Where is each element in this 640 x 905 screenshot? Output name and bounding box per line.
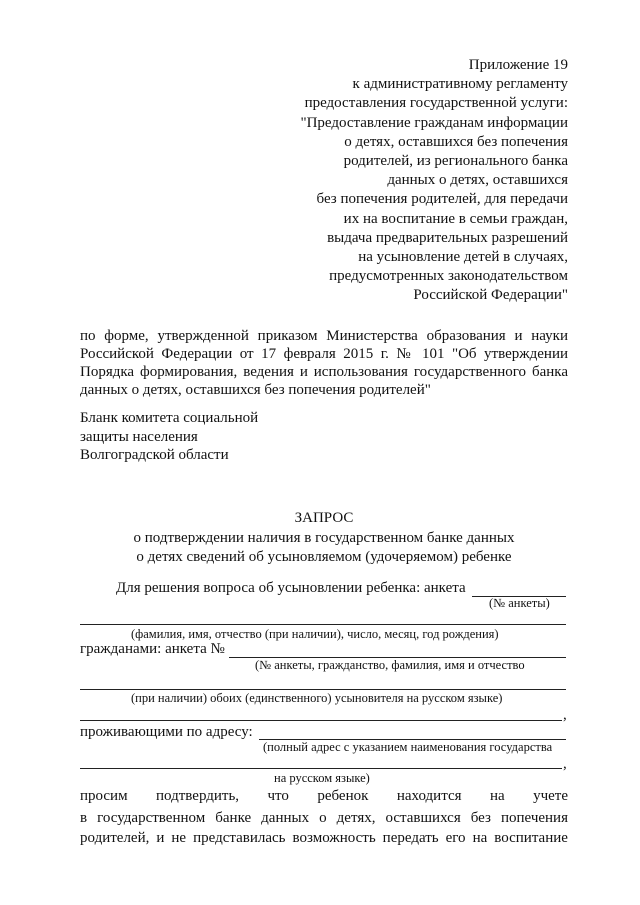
citizens-label: гражданами: анкета № [80, 641, 225, 657]
address-hint: (полный адрес с указанием наименования государства [263, 740, 553, 754]
appendix-line: Приложение 19 [468, 57, 568, 73]
word: на [489, 788, 505, 804]
word: ребенок [317, 788, 369, 804]
child-details-hint: (фамилия, имя, отчество (при наличии), число, месяц, год рождения) [131, 627, 499, 641]
request-subtitle: о подтверждении наличия в государственном банке данных [133, 530, 515, 546]
word: данных [261, 810, 310, 826]
basis-line: данных о детях, оставшихся без попечения родителей" [80, 382, 431, 398]
word: оставшихся [385, 810, 461, 826]
word: просим [80, 788, 128, 804]
appendix-line: на усыновление детей в случаях, [358, 249, 568, 266]
word: и [156, 830, 165, 846]
address-label: проживающими по адресу: [80, 724, 253, 740]
word: о [319, 810, 327, 826]
word: что [267, 788, 289, 804]
word: не [171, 830, 187, 846]
appendix-line: выдача предварительных разрешений [327, 229, 568, 246]
word: представилась [193, 830, 286, 846]
request-paragraph-line [80, 788, 568, 805]
appendix-line: их на воспитание в семьи граждан, [343, 210, 568, 227]
appendix-line: без попечения родителей, для передачи [316, 191, 568, 208]
appendix-line: к административному регламенту [352, 76, 568, 93]
word: его [445, 830, 466, 846]
anketa-hint: (№ анкеты) [489, 596, 550, 610]
word: без [470, 810, 491, 826]
address-field-continued[interactable] [80, 768, 562, 769]
letterhead-line: Бланк комитета социальной [80, 410, 259, 426]
child-details-field[interactable] [80, 624, 566, 625]
word: государственном [97, 810, 206, 826]
word: воспитание [494, 830, 568, 846]
request-paragraph-line [80, 830, 568, 847]
appendix-line: "Предоставление гражданам информации [300, 114, 568, 131]
appendix-line: предусмотренных законодательством [329, 268, 568, 285]
comma: , [563, 707, 567, 723]
word: банке [215, 810, 252, 826]
request-subtitle: о детях сведений об усыновляемом (удочеряемом) ребенке [136, 549, 512, 565]
word: в [80, 810, 88, 826]
citizens-field-continued[interactable] [80, 689, 566, 690]
word: подтвердить, [156, 788, 240, 804]
letterhead-line: защиты населения [80, 428, 198, 445]
word: возможность [292, 830, 376, 846]
word: родителей, [80, 830, 150, 846]
basis-paragraph [80, 327, 568, 399]
request-paragraph-line [80, 810, 568, 827]
letterhead-block [80, 409, 258, 465]
letterhead-line: Волгоградской области [80, 447, 229, 463]
appendix-block [238, 56, 568, 306]
word: на [472, 830, 488, 846]
comma: , [563, 756, 567, 772]
word: передать [382, 830, 439, 846]
word: учете [533, 788, 568, 804]
appendix-line: предоставления государственной услуги: [304, 95, 568, 112]
basis-line: Порядка формирования, ведения и использования государственного банка [80, 364, 568, 380]
address-hint-continued: на русском языке) [274, 771, 370, 785]
citizens-field-extra[interactable] [80, 720, 562, 721]
appendix-line: данных о детях, оставшихся [387, 172, 568, 189]
basis-line: Российской Федерации от 17 февраля 2015 г. № 101 "Об утверждении [80, 346, 568, 362]
basis-line: по форме, утвержденной приказом Министерства образования и науки [80, 328, 568, 344]
word: находится [396, 788, 462, 804]
request-title: ЗАПРОС [294, 510, 354, 526]
appendix-line: родителей, из регионального банка [343, 153, 568, 170]
word: детях, [336, 810, 376, 826]
appendix-line: о детях, оставшихся без попечения [344, 133, 568, 150]
citizens-hint: (№ анкеты, гражданство, фамилия, имя и отчество [255, 658, 525, 672]
appendix-line: Российской Федерации" [413, 287, 568, 304]
word: попечения [500, 810, 568, 826]
citizens-hint-continued: (при наличии) обоих (единственного) усыновителя на русском языке) [131, 691, 503, 705]
adoption-line-label: Для решения вопроса об усыновлении ребенка: анкета [116, 580, 466, 596]
